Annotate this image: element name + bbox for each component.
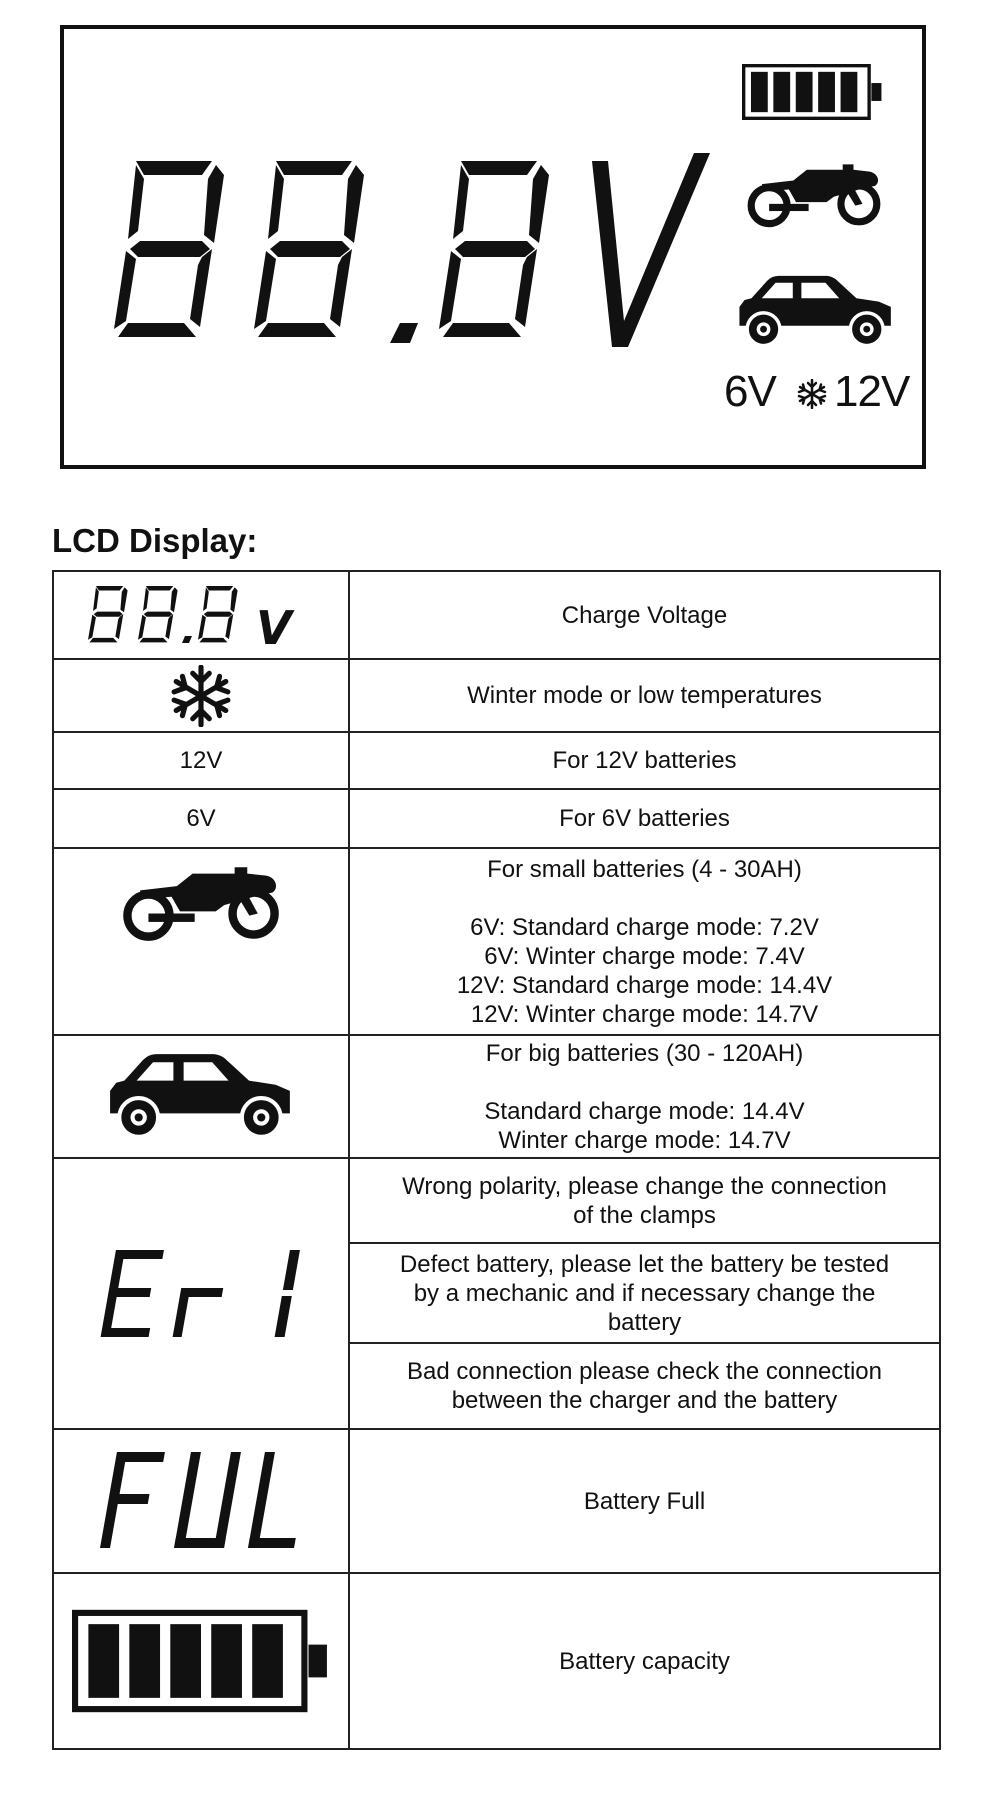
table-row — [53, 789, 940, 848]
12v-description: For 12V batteries — [349, 732, 940, 789]
big-battery-line: Standard charge mode: 14.4V — [484, 1097, 805, 1125]
error-line: battery — [607, 1308, 682, 1336]
battery-full-ful-icon — [86, 1446, 316, 1556]
voltage-description: Charge Voltage — [349, 571, 940, 659]
table-row — [53, 848, 940, 1035]
error-line: by a mechanic and if necessary change the — [413, 1279, 876, 1307]
small-battery-line: 6V: Winter charge mode: 7.4V — [484, 942, 805, 970]
winter-icon-cell — [53, 659, 349, 732]
12v-label: 12V — [53, 732, 349, 789]
full-description: Battery Full — [349, 1429, 940, 1573]
table-row — [53, 571, 940, 659]
lcd-voltage-reading — [104, 151, 724, 361]
small-battery-description — [349, 848, 940, 1035]
section-title: LCD Display: — [52, 522, 258, 559]
error-polarity-description — [349, 1158, 940, 1243]
voltage-unit-label: V — [256, 601, 292, 648]
error-line: Wrong polarity, please change the connection — [402, 1172, 887, 1200]
error-connection-description — [349, 1343, 940, 1429]
snowflake-icon — [797, 379, 827, 409]
table-row — [53, 1429, 940, 1573]
full-icon-cell — [53, 1429, 349, 1573]
big-battery-description — [349, 1035, 940, 1158]
table-row — [53, 1573, 940, 1749]
capacity-description: Battery capacity — [349, 1573, 940, 1749]
table-row — [53, 1158, 940, 1243]
motorcycle-icon-cell — [53, 848, 349, 1035]
small-battery-line: 12V: Winter charge mode: 14.7V — [470, 1000, 819, 1028]
table-row — [53, 732, 940, 789]
error-line: between the charger and the battery — [451, 1387, 838, 1414]
car-icon — [106, 1054, 296, 1140]
small-battery-line: 12V: Standard charge mode: 14.4V — [456, 971, 833, 999]
big-battery-line: Winter charge mode: 14.7V — [498, 1126, 791, 1154]
6v-label: 6V — [53, 789, 349, 848]
table-row — [53, 659, 940, 732]
car-icon-cell — [53, 1035, 349, 1158]
error-line: of the clamps — [573, 1201, 716, 1229]
big-battery-title: For big batteries (30 - 120AH) — [485, 1039, 804, 1067]
6v-description: For 6V batteries — [349, 789, 940, 848]
battery-icon — [72, 1607, 330, 1715]
error-icon-cell — [53, 1158, 349, 1429]
error-line: Bad connection please check the connection — [407, 1358, 882, 1385]
table-row — [53, 1035, 940, 1158]
snowflake-icon — [170, 665, 232, 727]
capacity-icon-cell — [53, 1573, 349, 1749]
small-battery-line: 6V: Standard charge mode: 7.2V — [470, 913, 819, 941]
motorcycle-icon — [119, 863, 283, 943]
error-line: Defect battery, please let the battery be tested — [399, 1250, 890, 1278]
winter-description: Winter mode or low temperatures — [349, 659, 940, 732]
lcd-legend-table — [52, 570, 941, 1750]
car-icon — [736, 273, 896, 351]
battery-icon — [742, 61, 882, 123]
error-code-er1-icon — [91, 1244, 311, 1344]
voltage-digits-icon — [82, 582, 320, 648]
motorcycle-icon — [744, 157, 884, 231]
lcd-preview-panel — [60, 25, 926, 469]
voltage-icon-cell — [53, 571, 349, 659]
lcd-6v-label: 6V — [724, 367, 776, 416]
small-battery-title: For small batteries (4 - 30AH) — [487, 855, 802, 883]
lcd-12v-label: 12V — [834, 367, 910, 416]
error-defect-description — [349, 1243, 940, 1343]
